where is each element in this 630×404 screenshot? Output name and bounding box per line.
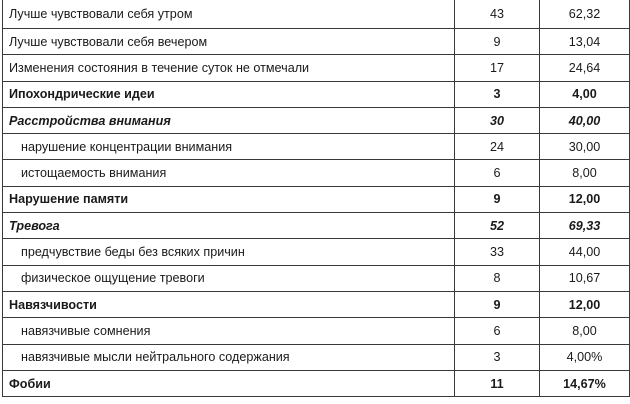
row-label: Расстройства внимания: [3, 107, 455, 133]
row-count: 30: [455, 107, 540, 133]
row-label: физическое ощущение тревоги: [3, 265, 455, 291]
table-row: [3, 160, 630, 186]
row-label: истощаемость внимания: [3, 160, 455, 186]
symptoms-table: [2, 0, 630, 397]
table-row: [3, 81, 630, 107]
row-label: Тревога: [3, 213, 455, 239]
row-percent: 8,00: [540, 318, 630, 344]
row-percent: 13,04: [540, 29, 630, 55]
table-row: [3, 213, 630, 239]
row-percent: 40,00: [540, 107, 630, 133]
row-count: 6: [455, 160, 540, 186]
row-label: Лучше чувствовали себя утром: [3, 0, 455, 29]
table-row: [3, 29, 630, 55]
row-percent: 44,00: [540, 239, 630, 265]
table-row: [3, 265, 630, 291]
row-label: навязчивые мысли нейтрального содержания: [3, 344, 455, 370]
table-row: [3, 0, 630, 29]
row-percent: 69,33: [540, 213, 630, 239]
table-row: [3, 291, 630, 317]
row-percent: 12,00: [540, 186, 630, 212]
row-count: 17: [455, 55, 540, 81]
row-count: 11: [455, 370, 540, 396]
table-row: [3, 107, 630, 133]
row-percent: 4,00%: [540, 344, 630, 370]
row-label: Нарушение памяти: [3, 186, 455, 212]
row-count: 8: [455, 265, 540, 291]
row-count: 33: [455, 239, 540, 265]
row-count: 24: [455, 134, 540, 160]
row-count: 9: [455, 29, 540, 55]
row-count: 3: [455, 81, 540, 107]
table-row: [3, 370, 630, 396]
row-count: 52: [455, 213, 540, 239]
row-percent: 10,67: [540, 265, 630, 291]
row-count: 6: [455, 318, 540, 344]
table-row: [3, 55, 630, 81]
table-row: [3, 239, 630, 265]
row-percent: 30,00: [540, 134, 630, 160]
row-label: Лучше чувствовали себя вечером: [3, 29, 455, 55]
table-row: [3, 134, 630, 160]
row-count: 3: [455, 344, 540, 370]
row-label: нарушение концентрации внимания: [3, 134, 455, 160]
row-label: Фобии: [3, 370, 455, 396]
row-label: Изменения состояния в течение суток не отмечали: [3, 55, 455, 81]
row-percent: 14,67%: [540, 370, 630, 396]
row-percent: 24,64: [540, 55, 630, 81]
row-percent: 4,00: [540, 81, 630, 107]
row-label: предчувствие беды без всяких причин: [3, 239, 455, 265]
table-row: [3, 186, 630, 212]
row-label: навязчивые сомнения: [3, 318, 455, 344]
row-count: 9: [455, 186, 540, 212]
row-label: Навязчивости: [3, 291, 455, 317]
row-count: 9: [455, 291, 540, 317]
row-label: Ипохондрические идеи: [3, 81, 455, 107]
row-percent: 62,32: [540, 0, 630, 29]
row-percent: 8,00: [540, 160, 630, 186]
row-percent: 12,00: [540, 291, 630, 317]
table-row: [3, 318, 630, 344]
row-count: 43: [455, 0, 540, 29]
table-row: [3, 344, 630, 370]
